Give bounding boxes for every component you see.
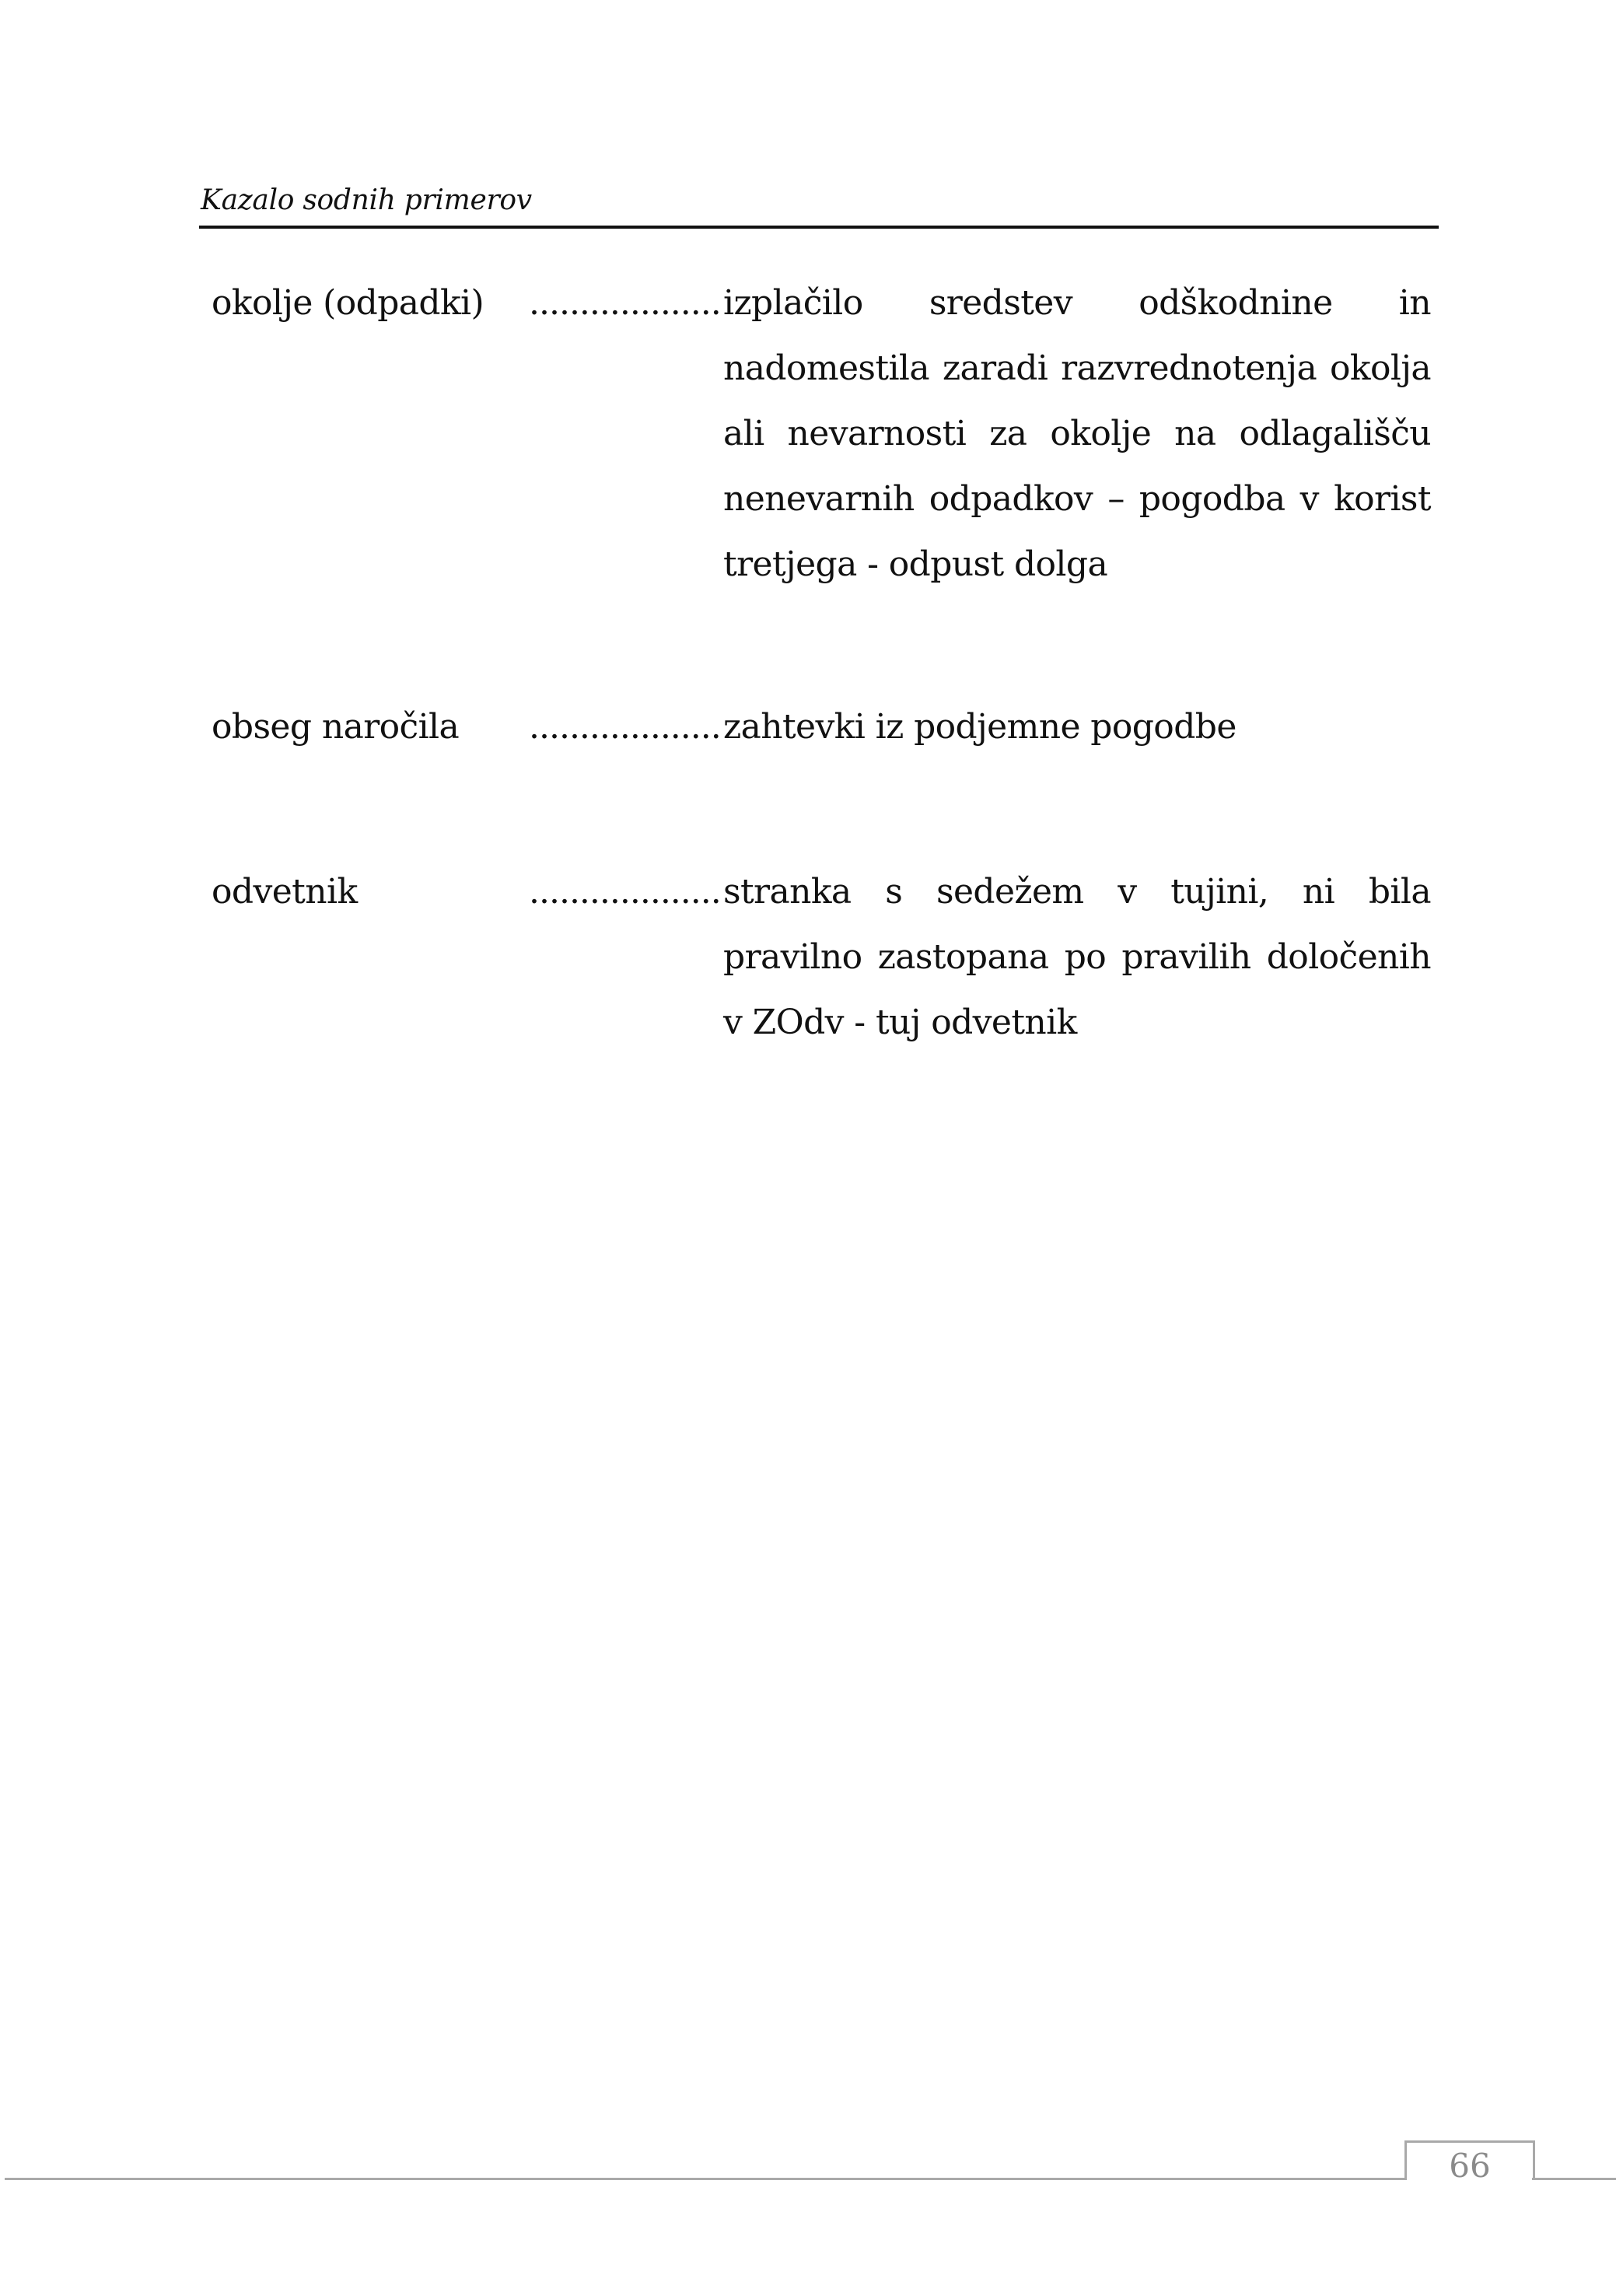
running-header: Kazalo sodnih primerov xyxy=(201,184,532,216)
header-rule xyxy=(199,226,1439,229)
dot-leader: ................... xyxy=(529,872,721,912)
index-description: zahtevki iz podjemne pogodbe xyxy=(723,707,1236,747)
index-term: odvetnik xyxy=(212,872,358,912)
page-number: 66 xyxy=(1449,2147,1491,2185)
footer-rule-right xyxy=(1532,2178,1616,2180)
dot-leader: ................... xyxy=(529,283,721,323)
index-description: izplačilo sredstev odškodnine in nadomestila zaradi razvrednotenja okolja ali nevarnosti za okolje na odlagališču nenevarnih odpadkov – pogodba v korist tretjega - odpust dolga xyxy=(723,283,1431,584)
footer-rule-left xyxy=(5,2178,1406,2180)
index-description: stranka s sedežem v tujini, ni bila pravilno zastopana po pravilih določenih v ZOdv - tuj odvetnik xyxy=(723,872,1431,1042)
index-term: obseg naročila xyxy=(212,707,460,747)
index-term: okolje (odpadki) xyxy=(212,283,484,323)
dot-leader: ................... xyxy=(529,707,721,747)
